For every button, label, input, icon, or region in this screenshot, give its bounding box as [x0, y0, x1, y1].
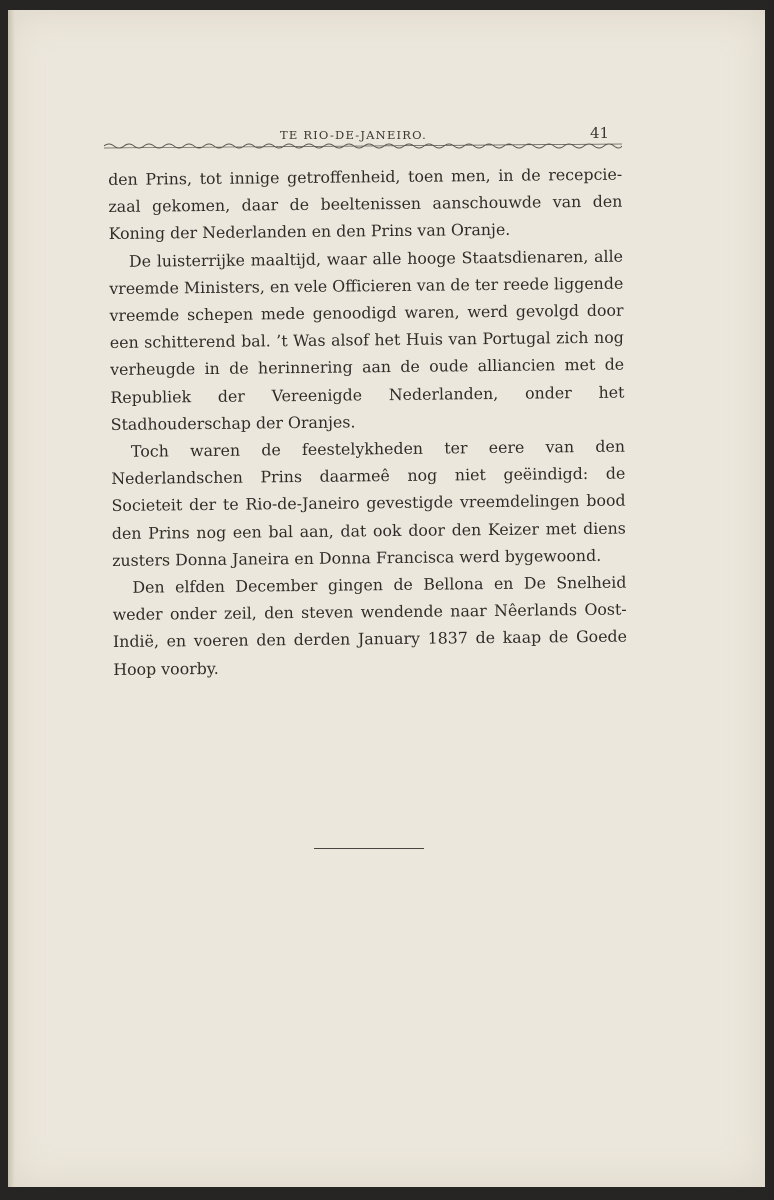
paragraph-4: Den elfden December gingen de Bellona en De Snelheid weder onder zeil, den steven wendende naar Nêerlands Oost-Indië, en voeren den derden January 1837 de kaap de Goede Hoop voorby.: [112, 572, 628, 679]
paragraph-2: De luisterrijke maaltijd, waar alle hooge Staatsdienaren, alle vreemde Ministers, en vele Officieren van de ter reede liggende vreemde schepen mede genoodigd waren, werd gevolgd door een schitterend bal. ’t Was alsof het Huis van Portugal zich nog verheugde in de herinnering aan de oude alliancien met de Republiek der Vereenigde Nederlanden, onder het Stadhouderschap der Oranjes.: [109, 246, 625, 434]
book-page: [8, 10, 765, 1187]
running-title: TE RIO-DE-JANEIRO.: [280, 128, 427, 142]
page-body-text: [108, 161, 627, 683]
paragraph-3: Toch waren de feestelykheden ter eere van den Nederlandschen Prins daarmeê nog niet geëindigd: de Societeit der te Rio-de-Janeiro gevestigde vreemdelingen bood den Prins nog een bal aan, dat ook door den Keizer met diens zusters Donna Janeira en Donna Francisca werd bygewoond.: [111, 436, 626, 570]
section-end-rule: [314, 848, 424, 849]
paragraph-1: den Prins, tot innige getroffenheid, toen men, in de recepcie-zaal gekomen, daar de beeltenissen aanschouwde van den Koning der Nederlanden en den Prins van Oranje.: [108, 164, 623, 244]
decorative-wavy-rule: [104, 140, 622, 150]
page-edge-shadow: [8, 10, 15, 1187]
page-number: 41: [590, 124, 610, 142]
